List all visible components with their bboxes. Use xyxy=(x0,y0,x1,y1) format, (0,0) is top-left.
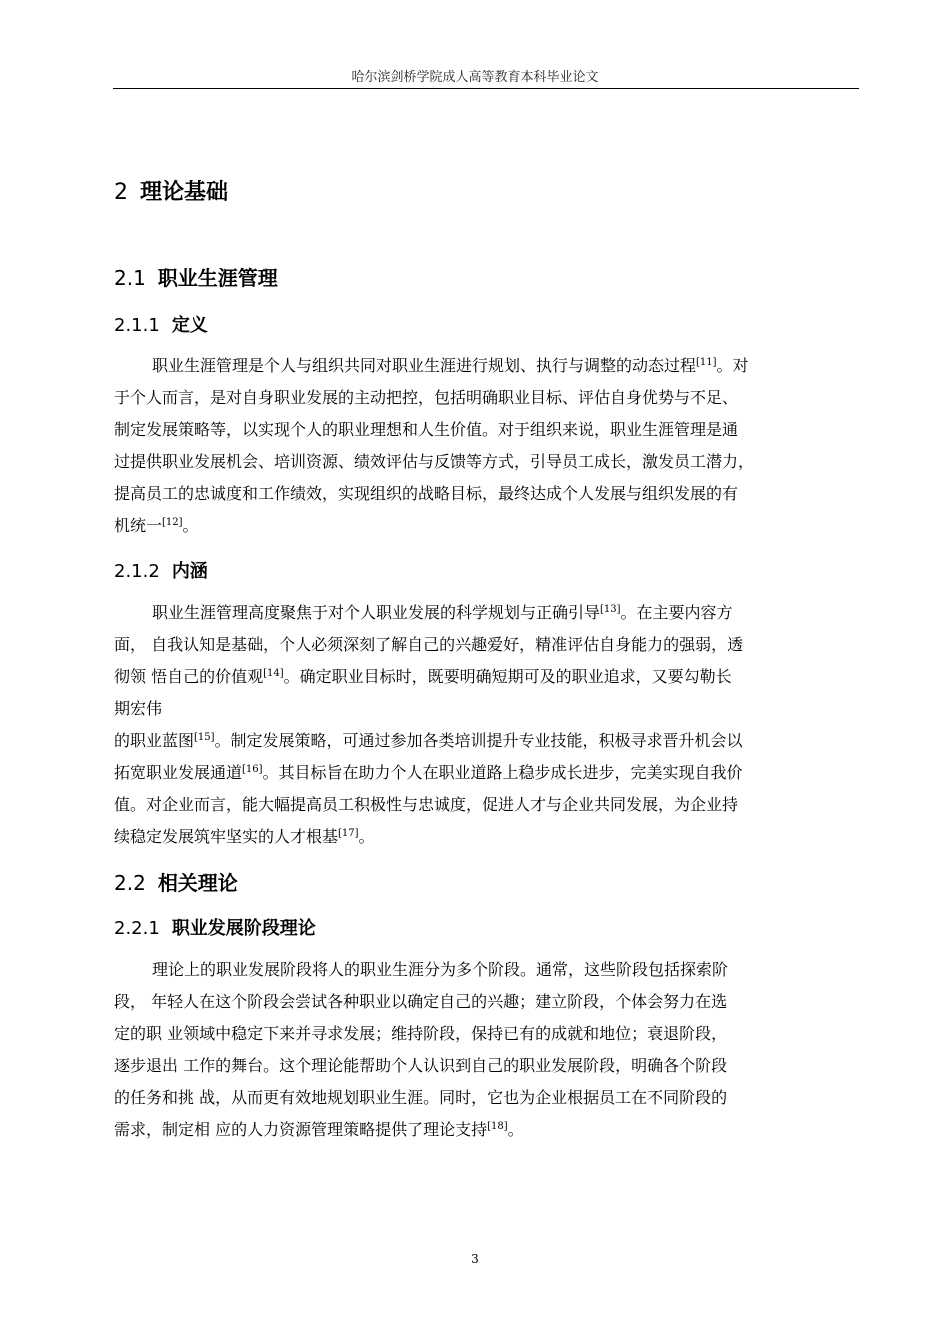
paragraph-line xyxy=(114,757,864,789)
line-text: 的职业蓝图 xyxy=(114,731,195,750)
line-text: 职业生涯管理高度聚焦于对个人职业发展的科学规划与正确引导 xyxy=(152,603,601,622)
line-text: 于个人而言，是对自身职业发展的主动把控，包括明确职业目标、评估自身优势与不足、 xyxy=(114,388,739,407)
line-text: 彻领 悟自己的价值观 xyxy=(114,667,264,686)
citation-ref: [16] xyxy=(242,764,263,775)
line-text: 面， 自我认知是基础，个人必须深刻了解自己的兴趣爱好，精准评估自身能力的强弱，透 xyxy=(114,635,744,654)
line-text-tail: 。 xyxy=(358,827,375,846)
citation-ref: [13] xyxy=(600,604,621,615)
line-text-tail: 。制定发展策略，可通过参加各类培训提升专业技能，积极寻求晋升机会以 xyxy=(214,731,743,750)
line-text: 机统一 xyxy=(114,516,163,535)
line-text: 的任务和挑 战，从而更有效地规划职业生涯。同时，它也为企业根据员工在不同阶段的 xyxy=(114,1088,728,1107)
paragraph-line xyxy=(114,1018,864,1050)
paragraph-line xyxy=(114,446,864,478)
paragraph-line xyxy=(114,478,864,510)
citation-ref: [12] xyxy=(162,517,183,528)
paragraph-line xyxy=(114,789,864,821)
line-text-tail: 。 xyxy=(182,516,199,535)
line-text: 续稳定发展筑牢坚实的人才根基 xyxy=(114,827,339,846)
line-text: 逐步退出 工作的舞台。这个理论能帮助个人认识到自己的职业发展阶段，明确各个阶段 xyxy=(114,1056,728,1075)
chapter-title: 理论基础 xyxy=(140,180,229,205)
paragraph-line xyxy=(114,414,864,446)
paragraph-definition xyxy=(114,350,864,542)
paragraph-line xyxy=(114,986,864,1018)
line-text: 定的职 业领域中稳定下来并寻求发展；维持阶段，保持已有的成就和地位；衰退阶段， xyxy=(114,1024,728,1043)
paragraph-line xyxy=(114,821,864,853)
line-text: 提高员工的忠诚度和工作绩效，实现组织的战略目标，最终达成个人发展与组织发展的有 xyxy=(114,484,739,503)
citation-ref: [14] xyxy=(263,668,284,679)
section-title: 相关理论 xyxy=(157,871,238,895)
subsection-title: 职业发展阶段理论 xyxy=(171,918,316,939)
line-text-tail: 。对 xyxy=(716,356,749,375)
line-text-tail: 。 xyxy=(507,1120,524,1139)
paragraph-line xyxy=(114,954,864,986)
paragraph-line xyxy=(114,693,864,725)
line-text: 职业生涯管理是个人与组织共同对职业生涯进行规划、执行与调整的动态过程 xyxy=(152,356,697,375)
subsection-number: 2.1.1 xyxy=(114,315,160,336)
paragraph-line xyxy=(114,382,864,414)
paragraph-line xyxy=(114,1114,864,1146)
paragraph-line xyxy=(114,661,864,693)
line-text-tail: 。其目标旨在助力个人在职业道路上稳步成长进步，完美实现自我价 xyxy=(262,763,743,782)
section-heading-2-2 xyxy=(114,867,238,896)
subsection-number: 2.2.1 xyxy=(114,918,160,939)
line-text: 需求，制定相 应的人力资源管理策略提供了理论支持 xyxy=(114,1120,488,1139)
section-heading-2-1 xyxy=(114,262,278,291)
paragraph-line xyxy=(114,597,864,629)
paragraph-line xyxy=(114,725,864,757)
section-title: 职业生涯管理 xyxy=(157,266,278,290)
paragraph-line xyxy=(114,350,864,382)
citation-ref: [11] xyxy=(696,357,717,368)
chapter-number: 2 xyxy=(114,180,128,205)
subsection-title: 内涵 xyxy=(171,561,208,582)
section-number: 2.2 xyxy=(114,871,146,895)
subsection-heading-2-1-2 xyxy=(114,557,208,583)
line-text-tail: 。在主要内容方 xyxy=(620,603,733,622)
subsection-title: 定义 xyxy=(171,315,208,336)
running-header: 哈尔滨剑桥学院成人高等教育本科毕业论文 xyxy=(351,70,599,85)
line-text: 段， 年轻人在这个阶段会尝试各种职业以确定自己的兴趣；建立阶段，个体会努力在选 xyxy=(114,992,728,1011)
paragraph-line xyxy=(114,629,864,661)
citation-ref: [17] xyxy=(338,828,359,839)
line-text: 期宏伟 xyxy=(114,699,163,718)
paragraph-career-stage-theory xyxy=(114,954,864,1146)
header-rule xyxy=(113,88,859,89)
subsection-heading-2-2-1 xyxy=(114,914,316,940)
page-number: 3 xyxy=(471,1252,479,1266)
section-number: 2.1 xyxy=(114,266,146,290)
citation-ref: [15] xyxy=(194,732,215,743)
paragraph-line xyxy=(114,1082,864,1114)
paragraph-line xyxy=(114,1050,864,1082)
paragraph-line xyxy=(114,510,864,542)
line-text: 过提供职业发展机会、培训资源、绩效评估与反馈等方式，引导员工成长，激发员工潜力， xyxy=(114,452,755,471)
line-text: 理论上的职业发展阶段将人的职业生涯分为多个阶段。通常，这些阶段包括探索阶 xyxy=(152,960,729,979)
citation-ref: [18] xyxy=(487,1121,508,1132)
line-text: 值。对企业而言，能大幅提高员工积极性与忠诚度，促进人才与企业共同发展，为企业持 xyxy=(114,795,739,814)
line-text-tail: 。确定职业目标时，既要明确短期可及的职业追求，又要勾勒长 xyxy=(283,667,732,686)
line-text: 拓宽职业发展通道 xyxy=(114,763,243,782)
line-text: 制定发展策略等，以实现个人的职业理想和人生价值。对于组织来说，职业生涯管理是通 xyxy=(114,420,739,439)
paragraph-connotation xyxy=(114,597,864,853)
subsection-number: 2.1.2 xyxy=(114,561,160,582)
chapter-heading xyxy=(114,175,228,206)
subsection-heading-2-1-1 xyxy=(114,311,208,337)
